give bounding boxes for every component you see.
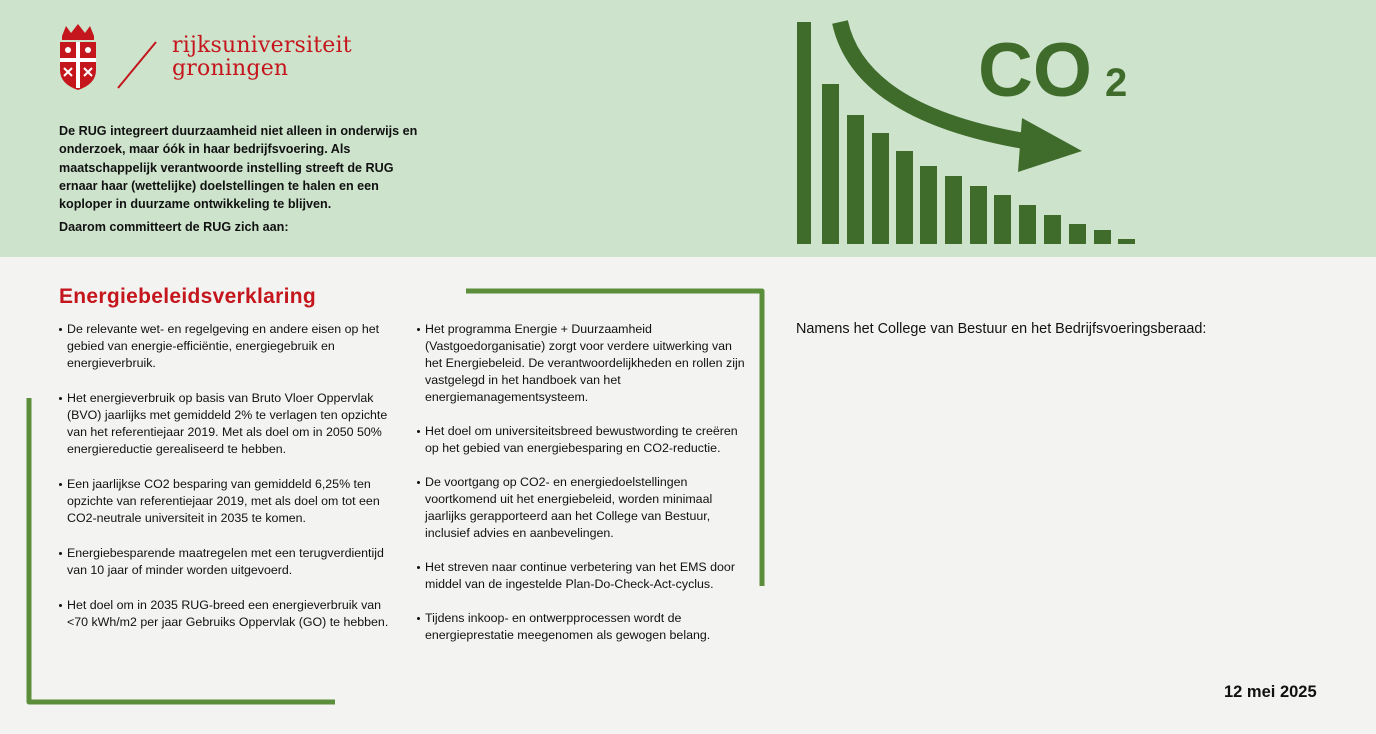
signature-line: Namens het College van Bestuur en het Bedrijfsvoeringsberaad:	[796, 321, 1207, 337]
co2-subscript: 2	[1105, 61, 1128, 105]
intro-text	[59, 122, 429, 237]
list-item: Het energieverbruik op basis van Bruto Vloer Oppervlak (BVO) jaarlijks met gemiddeld 2% te verlagen ten opzichte van het referentiejaar 2019. Met als doel om in 2050 50% energiereductie gerealiseerd te hebben.	[59, 390, 389, 458]
co2-reduction-bar-chart-icon	[790, 14, 1150, 252]
document-date: 12 mei 2025	[1224, 683, 1317, 701]
commitment-list-right	[417, 321, 747, 644]
list-item: Het streven naar continue verbetering van het EMS door middel van de ingestelde Plan-Do-Check-Act-cyclus.	[417, 559, 747, 593]
page-title: Energiebeleidsverklaring	[59, 285, 316, 308]
logo-line-1: rijksuniversiteit	[172, 33, 352, 58]
rug-logo[interactable]	[56, 22, 376, 94]
list-item: De relevante wet- en regelgeving en andere eisen op het gebied van energie-efficiëntie, energiegebruik en energieverbruik.	[59, 321, 389, 372]
list-item: Het doel om universiteitsbreed bewustwording te creëren op het gebied van energiebesparing en CO2-reductie.	[417, 423, 747, 457]
list-item: De voortgang op CO2- en energiedoelstellingen voortkomend uit het energiebeleid, worden minimaal jaarlijks gerapporteerd aan het College van Bestuur, inclusief advies en aanbevelingen.	[417, 474, 747, 542]
commitment-list-left	[59, 321, 389, 631]
list-item: Tijdens inkoop- en ontwerpprocessen wordt de energieprestatie meegenomen als gewogen belang.	[417, 610, 747, 644]
list-item: Het programma Energie + Duurzaamheid (Vastgoedorganisatie) zorgt voor verdere uitwerking van het Energiebeleid. De verantwoordelijkheden en rollen zijn vastgelegd in het handboek van het energiemanagementsysteem.	[417, 321, 747, 406]
logo-line-2: groningen	[172, 56, 289, 81]
list-item: Energiebesparende maatregelen met een terugverdientijd van 10 jaar of minder worden uitgevoerd.	[59, 545, 389, 579]
list-item: Het doel om in 2035 RUG-breed een energieverbruik van <70 kWh/m2 per jaar Gebruiks Oppervlak (GO) te hebben.	[59, 597, 389, 631]
co2-label: CO	[978, 28, 1092, 113]
intro-paragraph: De RUG integreert duurzaamheid niet alleen in onderwijs en onderzoek, maar óók in haar bedrijfsvoering. Als maatschappelijk verantwoorde instelling streeft de RUG ernaar haar (wettelijke) doelstellingen te halen en een koploper in duurzame ontwikkeling te blijven.	[59, 124, 418, 212]
list-item: Een jaarlijkse CO2 besparing van gemiddeld 6,25% ten opzichte van referentiejaar 2019, met als doel om tot een CO2-neutrale universiteit in 2035 te komen.	[59, 476, 389, 527]
commitment-line: Daarom committeert de RUG zich aan:	[59, 220, 289, 235]
